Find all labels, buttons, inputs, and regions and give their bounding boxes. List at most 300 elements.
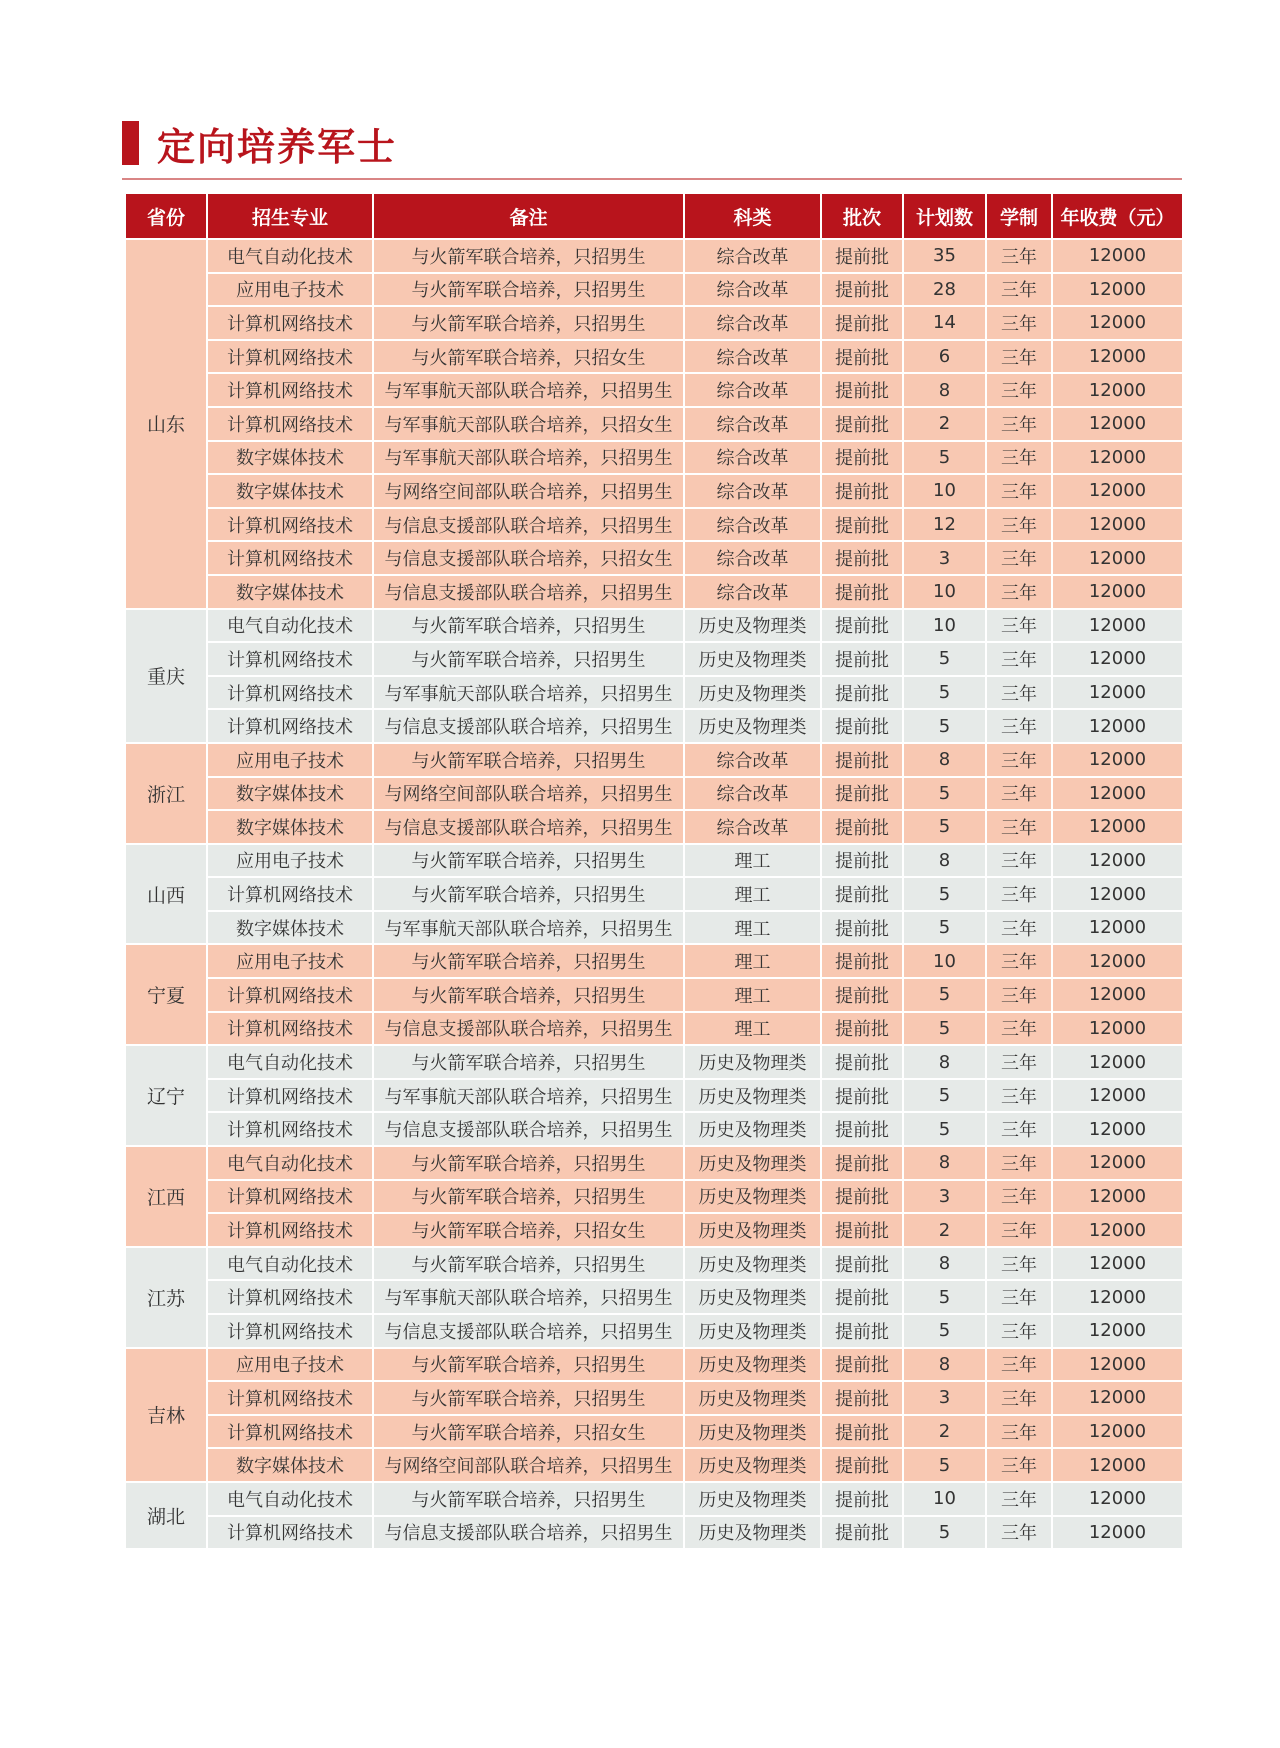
duration-cell: 三年: [986, 1012, 1052, 1046]
batch-cell: 提前批: [821, 340, 903, 374]
remarks-cell: 与信息支援部队联合培养，只招女生: [373, 541, 684, 575]
major-cell: 计算机网络技术: [207, 306, 373, 340]
remarks-cell: 与信息支援部队联合培养，只招男生: [373, 575, 684, 609]
category-cell: 综合改革: [684, 273, 821, 307]
plan-count-cell: 8: [903, 1045, 986, 1079]
table-row: [125, 743, 1183, 777]
plan-count-cell: 5: [903, 1280, 986, 1314]
plan-count-cell: 8: [903, 1146, 986, 1180]
duration-cell: 三年: [986, 642, 1052, 676]
batch-cell: 提前批: [821, 1012, 903, 1046]
major-cell: 计算机网络技术: [207, 541, 373, 575]
duration-cell: 三年: [986, 1348, 1052, 1382]
table-row: [125, 642, 1183, 676]
category-cell: 理工: [684, 844, 821, 878]
duration-cell: 三年: [986, 709, 1052, 743]
table-row: [125, 978, 1183, 1012]
major-cell: 计算机网络技术: [207, 407, 373, 441]
batch-cell: 提前批: [821, 407, 903, 441]
annual-fee-cell: 12000: [1052, 1448, 1183, 1482]
duration-cell: 三年: [986, 911, 1052, 945]
annual-fee-cell: 12000: [1052, 407, 1183, 441]
table-row: [125, 1415, 1183, 1449]
table-row: [125, 1448, 1183, 1482]
remarks-cell: 与信息支援部队联合培养，只招男生: [373, 508, 684, 542]
major-cell: 计算机网络技术: [207, 1280, 373, 1314]
batch-cell: 提前批: [821, 541, 903, 575]
header-annual-fee: 年收费（元）: [1052, 193, 1183, 239]
batch-cell: 提前批: [821, 1314, 903, 1348]
annual-fee-cell: 12000: [1052, 1348, 1183, 1382]
duration-cell: 三年: [986, 441, 1052, 475]
table-row: [125, 911, 1183, 945]
plan-count-cell: 5: [903, 1079, 986, 1113]
annual-fee-cell: 12000: [1052, 340, 1183, 374]
batch-cell: 提前批: [821, 373, 903, 407]
batch-cell: 提前批: [821, 978, 903, 1012]
remarks-cell: 与火箭军联合培养，只招男生: [373, 1348, 684, 1382]
annual-fee-cell: 12000: [1052, 441, 1183, 475]
annual-fee-cell: 12000: [1052, 1180, 1183, 1214]
category-cell: 理工: [684, 877, 821, 911]
category-cell: 历史及物理类: [684, 1381, 821, 1415]
plan-count-cell: 8: [903, 844, 986, 878]
major-cell: 电气自动化技术: [207, 609, 373, 643]
plan-count-cell: 5: [903, 777, 986, 811]
major-cell: 数字媒体技术: [207, 575, 373, 609]
remarks-cell: 与信息支援部队联合培养，只招男生: [373, 1314, 684, 1348]
province-cell: 山东: [125, 239, 207, 609]
major-cell: 计算机网络技术: [207, 877, 373, 911]
batch-cell: 提前批: [821, 1213, 903, 1247]
plan-count-cell: 5: [903, 441, 986, 475]
remarks-cell: 与火箭军联合培养，只招男生: [373, 239, 684, 273]
plan-count-cell: 5: [903, 810, 986, 844]
major-cell: 计算机网络技术: [207, 1415, 373, 1449]
category-cell: 理工: [684, 1012, 821, 1046]
remarks-cell: 与军事航天部队联合培养，只招男生: [373, 1079, 684, 1113]
province-cell: 吉林: [125, 1348, 207, 1482]
province-cell: 辽宁: [125, 1045, 207, 1146]
annual-fee-cell: 12000: [1052, 239, 1183, 273]
remarks-cell: 与火箭军联合培养，只招男生: [373, 844, 684, 878]
duration-cell: 三年: [986, 1213, 1052, 1247]
batch-cell: 提前批: [821, 944, 903, 978]
duration-cell: 三年: [986, 1079, 1052, 1113]
annual-fee-cell: 12000: [1052, 709, 1183, 743]
duration-cell: 三年: [986, 810, 1052, 844]
province-cell: 山西: [125, 844, 207, 945]
batch-cell: 提前批: [821, 709, 903, 743]
category-cell: 历史及物理类: [684, 1213, 821, 1247]
table-body: [125, 239, 1183, 1549]
batch-cell: 提前批: [821, 1482, 903, 1516]
duration-cell: 三年: [986, 1112, 1052, 1146]
annual-fee-cell: 12000: [1052, 541, 1183, 575]
annual-fee-cell: 12000: [1052, 1516, 1183, 1550]
annual-fee-cell: 12000: [1052, 944, 1183, 978]
major-cell: 应用电子技术: [207, 1348, 373, 1382]
duration-cell: 三年: [986, 1146, 1052, 1180]
plan-count-cell: 10: [903, 944, 986, 978]
page-title: 定向培养军士: [157, 124, 398, 169]
table-row: [125, 1314, 1183, 1348]
duration-cell: 三年: [986, 1415, 1052, 1449]
plan-count-cell: 3: [903, 1180, 986, 1214]
remarks-cell: 与火箭军联合培养，只招女生: [373, 1415, 684, 1449]
batch-cell: 提前批: [821, 1415, 903, 1449]
remarks-cell: 与火箭军联合培养，只招男生: [373, 877, 684, 911]
plan-count-cell: 5: [903, 1112, 986, 1146]
remarks-cell: 与火箭军联合培养，只招男生: [373, 306, 684, 340]
category-cell: 历史及物理类: [684, 1482, 821, 1516]
batch-cell: 提前批: [821, 1516, 903, 1550]
table-row: [125, 340, 1183, 374]
annual-fee-cell: 12000: [1052, 373, 1183, 407]
table-row: [125, 1381, 1183, 1415]
title-accent-bar: [122, 121, 139, 165]
plan-count-cell: 6: [903, 340, 986, 374]
batch-cell: 提前批: [821, 777, 903, 811]
table-row: [125, 306, 1183, 340]
duration-cell: 三年: [986, 1180, 1052, 1214]
category-cell: 综合改革: [684, 508, 821, 542]
table-row: [125, 575, 1183, 609]
duration-cell: 三年: [986, 575, 1052, 609]
annual-fee-cell: 12000: [1052, 1381, 1183, 1415]
header-plan-count: 计划数: [903, 193, 986, 239]
province-cell: 重庆: [125, 609, 207, 743]
table-row: [125, 609, 1183, 643]
major-cell: 计算机网络技术: [207, 642, 373, 676]
table-row: [125, 1348, 1183, 1382]
category-cell: 历史及物理类: [684, 1280, 821, 1314]
annual-fee-cell: 12000: [1052, 1079, 1183, 1113]
plan-count-cell: 5: [903, 1448, 986, 1482]
batch-cell: 提前批: [821, 1146, 903, 1180]
major-cell: 数字媒体技术: [207, 911, 373, 945]
remarks-cell: 与军事航天部队联合培养，只招女生: [373, 407, 684, 441]
duration-cell: 三年: [986, 340, 1052, 374]
table-row: [125, 944, 1183, 978]
table-row: [125, 239, 1183, 273]
annual-fee-cell: 12000: [1052, 911, 1183, 945]
plan-count-cell: 10: [903, 474, 986, 508]
category-cell: 理工: [684, 911, 821, 945]
remarks-cell: 与火箭军联合培养，只招男生: [373, 1180, 684, 1214]
duration-cell: 三年: [986, 877, 1052, 911]
major-cell: 计算机网络技术: [207, 340, 373, 374]
category-cell: 历史及物理类: [684, 676, 821, 710]
duration-cell: 三年: [986, 1314, 1052, 1348]
annual-fee-cell: 12000: [1052, 743, 1183, 777]
annual-fee-cell: 12000: [1052, 1112, 1183, 1146]
annual-fee-cell: 12000: [1052, 978, 1183, 1012]
annual-fee-cell: 12000: [1052, 1146, 1183, 1180]
batch-cell: 提前批: [821, 1112, 903, 1146]
remarks-cell: 与火箭军联合培养，只招男生: [373, 273, 684, 307]
major-cell: 计算机网络技术: [207, 373, 373, 407]
major-cell: 计算机网络技术: [207, 1012, 373, 1046]
batch-cell: 提前批: [821, 575, 903, 609]
title-divider: [122, 178, 1182, 180]
remarks-cell: 与军事航天部队联合培养，只招男生: [373, 911, 684, 945]
duration-cell: 三年: [986, 1045, 1052, 1079]
table-row: [125, 1516, 1183, 1550]
table-row: [125, 1146, 1183, 1180]
table-row: [125, 1482, 1183, 1516]
category-cell: 综合改革: [684, 541, 821, 575]
remarks-cell: 与网络空间部队联合培养，只招男生: [373, 1448, 684, 1482]
major-cell: 计算机网络技术: [207, 1213, 373, 1247]
major-cell: 电气自动化技术: [207, 1146, 373, 1180]
header-category: 科类: [684, 193, 821, 239]
header-duration: 学制: [986, 193, 1052, 239]
plan-count-cell: 10: [903, 575, 986, 609]
annual-fee-cell: 12000: [1052, 777, 1183, 811]
remarks-cell: 与网络空间部队联合培养，只招男生: [373, 474, 684, 508]
table-row: [125, 810, 1183, 844]
category-cell: 历史及物理类: [684, 1415, 821, 1449]
category-cell: 综合改革: [684, 373, 821, 407]
table-row: [125, 407, 1183, 441]
major-cell: 计算机网络技术: [207, 978, 373, 1012]
batch-cell: 提前批: [821, 1381, 903, 1415]
plan-count-cell: 2: [903, 407, 986, 441]
table-row: [125, 1180, 1183, 1214]
plan-count-cell: 10: [903, 1482, 986, 1516]
plan-count-cell: 8: [903, 1247, 986, 1281]
major-cell: 计算机网络技术: [207, 1516, 373, 1550]
batch-cell: 提前批: [821, 1448, 903, 1482]
page-title-block: [122, 120, 398, 169]
table-row: [125, 877, 1183, 911]
category-cell: 理工: [684, 978, 821, 1012]
table-row: [125, 508, 1183, 542]
major-cell: 计算机网络技术: [207, 1079, 373, 1113]
category-cell: 综合改革: [684, 306, 821, 340]
duration-cell: 三年: [986, 743, 1052, 777]
duration-cell: 三年: [986, 676, 1052, 710]
remarks-cell: 与火箭军联合培养，只招男生: [373, 978, 684, 1012]
table-row: [125, 273, 1183, 307]
major-cell: 计算机网络技术: [207, 676, 373, 710]
table-row: [125, 541, 1183, 575]
major-cell: 计算机网络技术: [207, 1381, 373, 1415]
major-cell: 应用电子技术: [207, 944, 373, 978]
annual-fee-cell: 12000: [1052, 1247, 1183, 1281]
batch-cell: 提前批: [821, 1348, 903, 1382]
plan-count-cell: 8: [903, 743, 986, 777]
table-row: [125, 676, 1183, 710]
batch-cell: 提前批: [821, 844, 903, 878]
batch-cell: 提前批: [821, 474, 903, 508]
batch-cell: 提前批: [821, 911, 903, 945]
batch-cell: 提前批: [821, 1079, 903, 1113]
annual-fee-cell: 12000: [1052, 306, 1183, 340]
plan-count-cell: 5: [903, 978, 986, 1012]
table-row: [125, 1213, 1183, 1247]
duration-cell: 三年: [986, 1482, 1052, 1516]
table-row: [125, 1112, 1183, 1146]
duration-cell: 三年: [986, 373, 1052, 407]
table-row: [125, 441, 1183, 475]
remarks-cell: 与火箭军联合培养，只招女生: [373, 1213, 684, 1247]
major-cell: 电气自动化技术: [207, 1247, 373, 1281]
remarks-cell: 与信息支援部队联合培养，只招男生: [373, 1012, 684, 1046]
remarks-cell: 与信息支援部队联合培养，只招男生: [373, 1112, 684, 1146]
plan-count-cell: 5: [903, 1012, 986, 1046]
batch-cell: 提前批: [821, 306, 903, 340]
category-cell: 综合改革: [684, 474, 821, 508]
plan-count-cell: 14: [903, 306, 986, 340]
major-cell: 电气自动化技术: [207, 1045, 373, 1079]
annual-fee-cell: 12000: [1052, 1213, 1183, 1247]
category-cell: 综合改革: [684, 239, 821, 273]
batch-cell: 提前批: [821, 810, 903, 844]
duration-cell: 三年: [986, 609, 1052, 643]
remarks-cell: 与军事航天部队联合培养，只招男生: [373, 373, 684, 407]
major-cell: 计算机网络技术: [207, 1112, 373, 1146]
batch-cell: 提前批: [821, 273, 903, 307]
plan-count-cell: 5: [903, 676, 986, 710]
category-cell: 综合改革: [684, 340, 821, 374]
major-cell: 数字媒体技术: [207, 1448, 373, 1482]
duration-cell: 三年: [986, 306, 1052, 340]
batch-cell: 提前批: [821, 1180, 903, 1214]
category-cell: 历史及物理类: [684, 1146, 821, 1180]
remarks-cell: 与军事航天部队联合培养，只招男生: [373, 676, 684, 710]
duration-cell: 三年: [986, 273, 1052, 307]
remarks-cell: 与火箭军联合培养，只招女生: [373, 340, 684, 374]
category-cell: 理工: [684, 944, 821, 978]
remarks-cell: 与火箭军联合培养，只招男生: [373, 1146, 684, 1180]
table-row: [125, 844, 1183, 878]
remarks-cell: 与火箭军联合培养，只招男生: [373, 642, 684, 676]
remarks-cell: 与火箭军联合培养，只招男生: [373, 609, 684, 643]
duration-cell: 三年: [986, 239, 1052, 273]
remarks-cell: 与军事航天部队联合培养，只招男生: [373, 441, 684, 475]
table-row: [125, 1247, 1183, 1281]
category-cell: 综合改革: [684, 407, 821, 441]
plan-count-cell: 8: [903, 373, 986, 407]
annual-fee-cell: 12000: [1052, 1045, 1183, 1079]
table-row: [125, 474, 1183, 508]
province-cell: 江苏: [125, 1247, 207, 1348]
province-cell: 浙江: [125, 743, 207, 844]
category-cell: 历史及物理类: [684, 1314, 821, 1348]
category-cell: 历史及物理类: [684, 1247, 821, 1281]
duration-cell: 三年: [986, 1448, 1052, 1482]
category-cell: 历史及物理类: [684, 1180, 821, 1214]
batch-cell: 提前批: [821, 877, 903, 911]
province-cell: 江西: [125, 1146, 207, 1247]
annual-fee-cell: 12000: [1052, 508, 1183, 542]
duration-cell: 三年: [986, 944, 1052, 978]
major-cell: 应用电子技术: [207, 743, 373, 777]
category-cell: 综合改革: [684, 441, 821, 475]
batch-cell: 提前批: [821, 743, 903, 777]
province-cell: 宁夏: [125, 944, 207, 1045]
remarks-cell: 与火箭军联合培养，只招男生: [373, 743, 684, 777]
major-cell: 数字媒体技术: [207, 777, 373, 811]
category-cell: 历史及物理类: [684, 1045, 821, 1079]
table-header-row: [125, 193, 1183, 239]
header-province: 省份: [125, 193, 207, 239]
major-cell: 计算机网络技术: [207, 709, 373, 743]
annual-fee-cell: 12000: [1052, 642, 1183, 676]
remarks-cell: 与军事航天部队联合培养，只招男生: [373, 1280, 684, 1314]
duration-cell: 三年: [986, 508, 1052, 542]
batch-cell: 提前批: [821, 676, 903, 710]
duration-cell: 三年: [986, 777, 1052, 811]
table-row: [125, 777, 1183, 811]
annual-fee-cell: 12000: [1052, 474, 1183, 508]
duration-cell: 三年: [986, 541, 1052, 575]
header-major: 招生专业: [207, 193, 373, 239]
major-cell: 应用电子技术: [207, 273, 373, 307]
table-row: [125, 373, 1183, 407]
category-cell: 历史及物理类: [684, 609, 821, 643]
duration-cell: 三年: [986, 1247, 1052, 1281]
duration-cell: 三年: [986, 978, 1052, 1012]
category-cell: 历史及物理类: [684, 642, 821, 676]
duration-cell: 三年: [986, 1381, 1052, 1415]
header-batch: 批次: [821, 193, 903, 239]
batch-cell: 提前批: [821, 239, 903, 273]
plan-count-cell: 12: [903, 508, 986, 542]
category-cell: 综合改革: [684, 743, 821, 777]
remarks-cell: 与火箭军联合培养，只招男生: [373, 1381, 684, 1415]
duration-cell: 三年: [986, 407, 1052, 441]
batch-cell: 提前批: [821, 508, 903, 542]
remarks-cell: 与网络空间部队联合培养，只招男生: [373, 777, 684, 811]
major-cell: 计算机网络技术: [207, 1314, 373, 1348]
plan-count-cell: 10: [903, 609, 986, 643]
annual-fee-cell: 12000: [1052, 877, 1183, 911]
remarks-cell: 与火箭军联合培养，只招男生: [373, 1482, 684, 1516]
remarks-cell: 与信息支援部队联合培养，只招男生: [373, 709, 684, 743]
table-row: [125, 1280, 1183, 1314]
plan-count-cell: 8: [903, 1348, 986, 1382]
category-cell: 历史及物理类: [684, 1348, 821, 1382]
header-remarks: 备注: [373, 193, 684, 239]
table-row: [125, 1079, 1183, 1113]
remarks-cell: 与火箭军联合培养，只招男生: [373, 1045, 684, 1079]
province-cell: 湖北: [125, 1482, 207, 1549]
remarks-cell: 与信息支援部队联合培养，只招男生: [373, 1516, 684, 1550]
plan-count-cell: 3: [903, 541, 986, 575]
category-cell: 历史及物理类: [684, 1112, 821, 1146]
major-cell: 计算机网络技术: [207, 1180, 373, 1214]
batch-cell: 提前批: [821, 609, 903, 643]
major-cell: 数字媒体技术: [207, 810, 373, 844]
annual-fee-cell: 12000: [1052, 844, 1183, 878]
annual-fee-cell: 12000: [1052, 1012, 1183, 1046]
category-cell: 综合改革: [684, 777, 821, 811]
annual-fee-cell: 12000: [1052, 1280, 1183, 1314]
major-cell: 数字媒体技术: [207, 474, 373, 508]
duration-cell: 三年: [986, 1280, 1052, 1314]
major-cell: 数字媒体技术: [207, 441, 373, 475]
enrollment-table: [124, 192, 1184, 1550]
plan-count-cell: 28: [903, 273, 986, 307]
remarks-cell: 与信息支援部队联合培养，只招男生: [373, 810, 684, 844]
category-cell: 综合改革: [684, 810, 821, 844]
plan-count-cell: 35: [903, 239, 986, 273]
duration-cell: 三年: [986, 1516, 1052, 1550]
major-cell: 电气自动化技术: [207, 1482, 373, 1516]
